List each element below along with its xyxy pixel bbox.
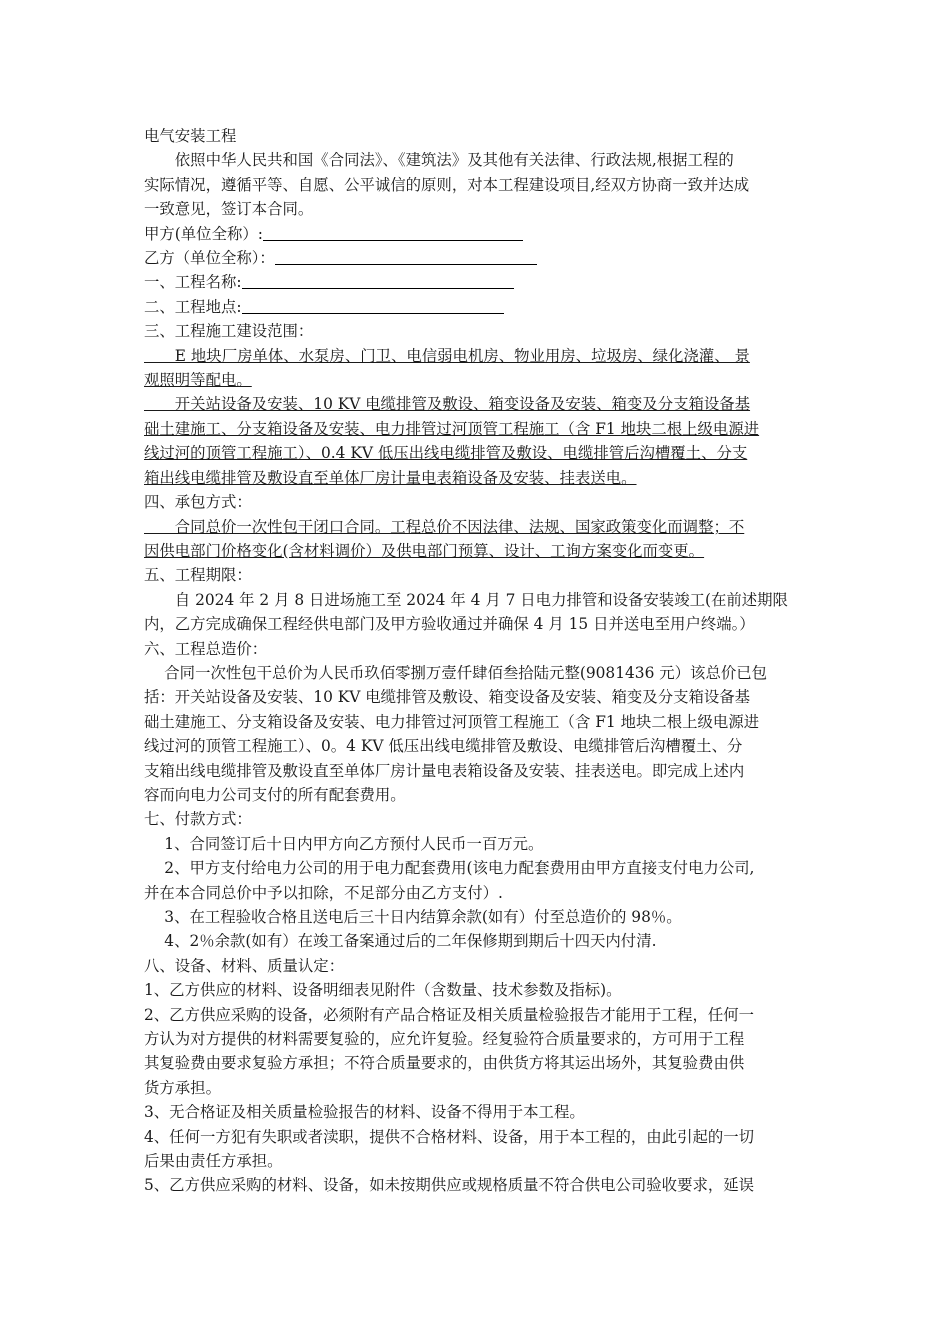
scope-paragraph-1 (144, 344, 810, 393)
quality-line: 5、乙方供应采购的材料、设备，如未按期供应或规格质量不符合供电公司验收要求，延误 (144, 1176, 755, 1195)
party-b-blank[interactable] (275, 248, 537, 265)
section-4-heading: 四、承包方式： (144, 493, 252, 512)
section-6-heading: 六、工程总造价： (144, 639, 268, 658)
payment-line: 1、合同签订后十日内甲方向乙方预付人民币一百万元。 (144, 834, 544, 853)
document-title: 电气安装工程 (144, 127, 237, 145)
contract-type-line: 合同总价一次性包干闭口合同。工程总价不因法律、法规、国家政策变化而调整；不 (144, 517, 745, 536)
payment-terms (144, 832, 810, 954)
schedule-line: 内，乙方完成确保工程经供电部门及甲方验收通过并确保 4 月 15 日并送电至用户终端。） (144, 615, 755, 634)
party-b-label: 乙方（单位全称）： (144, 249, 275, 268)
scope-paragraph-2 (144, 392, 810, 490)
contract-type-paragraph (144, 515, 810, 564)
quality-line: 1、乙方供应的材料、设备明细表见附件（含数量、技术参数及指标)。 (144, 981, 622, 1000)
payment-line: 2、甲方支付给电力公司的用于电力配套费用(该电力配套费用由甲方直接支付电力公司, (144, 859, 755, 878)
payment-line: 4、2％余款(如有）在竣工备案通过后的二年保修期到期后十四天内付清. (144, 932, 657, 951)
total-price-line: 容而向电力公司支付的所有配套费用。 (144, 785, 406, 804)
section-8-heading: 八、设备、材料、质量认定： (144, 956, 345, 975)
total-price-line: 括：开关站设备及安装、10 KV 电缆排管及敷设、箱变设备及安装、箱变及分支箱设备基 (144, 688, 751, 707)
payment-line: 3、在工程验收合格且送电后三十日内结算余款(如有）付至总造价的 98％。 (144, 908, 682, 926)
section-3-heading: 三、工程施工建设范围： (144, 322, 314, 341)
project-location-row (144, 295, 810, 319)
quality-line: 3、无合格证及相关质量检验报告的材料、设备不得用于本工程。 (144, 1103, 585, 1122)
project-location-blank[interactable] (242, 297, 504, 314)
total-price-paragraph (144, 661, 810, 807)
project-name-row (144, 270, 810, 294)
contract-type-line: 因供电部门价格变化(含材料调价）及供电部门预算、设计、工询方案变化而变更。 (144, 541, 705, 560)
section-7-heading: 七、付款方式： (144, 810, 252, 829)
scope-line: 础土建施工、分支箱设备及安装、电力排管过河顶管工程施工（含 F1 地块二根上级电源进 (144, 419, 760, 438)
scope-line: E 地块厂房单体、水泵房、门卫、电信弱电机房、物业用房、垃圾房、绿化浇灌、 景 (144, 346, 750, 365)
project-location-label: 二、工程地点: (144, 297, 242, 316)
schedule-paragraph (144, 588, 810, 637)
quality-line: 方认为对方提供的材料需要复验的，应允许复验。经复验符合质量要求的，方可用于工程 (144, 1030, 745, 1049)
party-b-row (144, 246, 810, 270)
quality-line: 2、乙方供应采购的设备，必须附有产品合格证及相关质量检验报告才能用于工程，任何一 (144, 1005, 755, 1024)
scope-line: 箱出线电缆排管及敷设直至单体厂房计量电表箱设备及安装、挂表送电。 (144, 468, 637, 487)
intro-line: 实际情况，遵循平等、自愿、公平诚信的原则，对本工程建设项目,经双方协商一致并达成 (144, 175, 750, 194)
quality-line: 货方承担。 (144, 1078, 221, 1097)
quality-line: 4、任何一方犯有失职或者渎职，提供不合格材料、设备，用于本工程的，由此引起的一切 (144, 1127, 755, 1146)
total-price-line: 础土建施工、分支箱设备及安装、电力排管过河顶管工程施工（含 F1 地块二根上级电源进 (144, 712, 760, 731)
intro-paragraph (144, 148, 810, 221)
project-name-blank[interactable] (242, 272, 514, 289)
section-5-heading: 五、工程期限： (144, 566, 252, 585)
payment-line: 并在本合同总价中予以扣除，不足部分由乙方支付）. (144, 883, 503, 902)
intro-line: 依照中华人民共和国《合同法》、《建筑法》及其他有关法律、行政法规,根据工程的 (144, 151, 734, 170)
quality-line: 其复验费由要求复验方承担；不符合质量要求的，由供货方将其运出场外，其复验费由供 (144, 1054, 745, 1073)
project-name-label: 一、工程名称: (144, 273, 242, 292)
quality-line: 后果由责任方承担。 (144, 1152, 283, 1171)
schedule-line: 自 2024 年 2 月 8 日进场施工至 2024 年 4 月 7 日电力排管和设备安装竣工(在前述期限 (144, 590, 788, 609)
total-price-line: 合同一次性包干总价为人民币玖佰零捌万壹仟肆佰叁拾陆元整(9081436 元）该总价已包 (144, 663, 768, 682)
total-price-line: 线过河的顶管工程施工）、0。4 KV 低压出线电缆排管及敷设、电缆排管后沟槽覆土、分 (144, 737, 743, 756)
scope-line: 线过河的顶管工程施工）、0.4 KV 低压出线电缆排管及敷设、电缆排管后沟槽覆土、分支 (144, 444, 748, 463)
total-price-line: 支箱出线电缆排管及敷设直至单体厂房计量电表箱设备及安装、挂表送电。即完成上述内 (144, 761, 745, 780)
party-a-blank[interactable] (263, 224, 523, 241)
party-a-row (144, 222, 810, 246)
party-a-label: 甲方(单位全称）: (144, 224, 263, 243)
contract-body (144, 124, 810, 1198)
quality-terms (144, 978, 810, 1198)
intro-line: 一致意见，签订本合同。 (144, 200, 314, 219)
scope-line: 观照明等配电。 (144, 371, 252, 390)
scope-line: 开关站设备及安装、10 KV 电缆排管及敷设、箱变设备及安装、箱变及分支箱设备基 (144, 395, 751, 414)
